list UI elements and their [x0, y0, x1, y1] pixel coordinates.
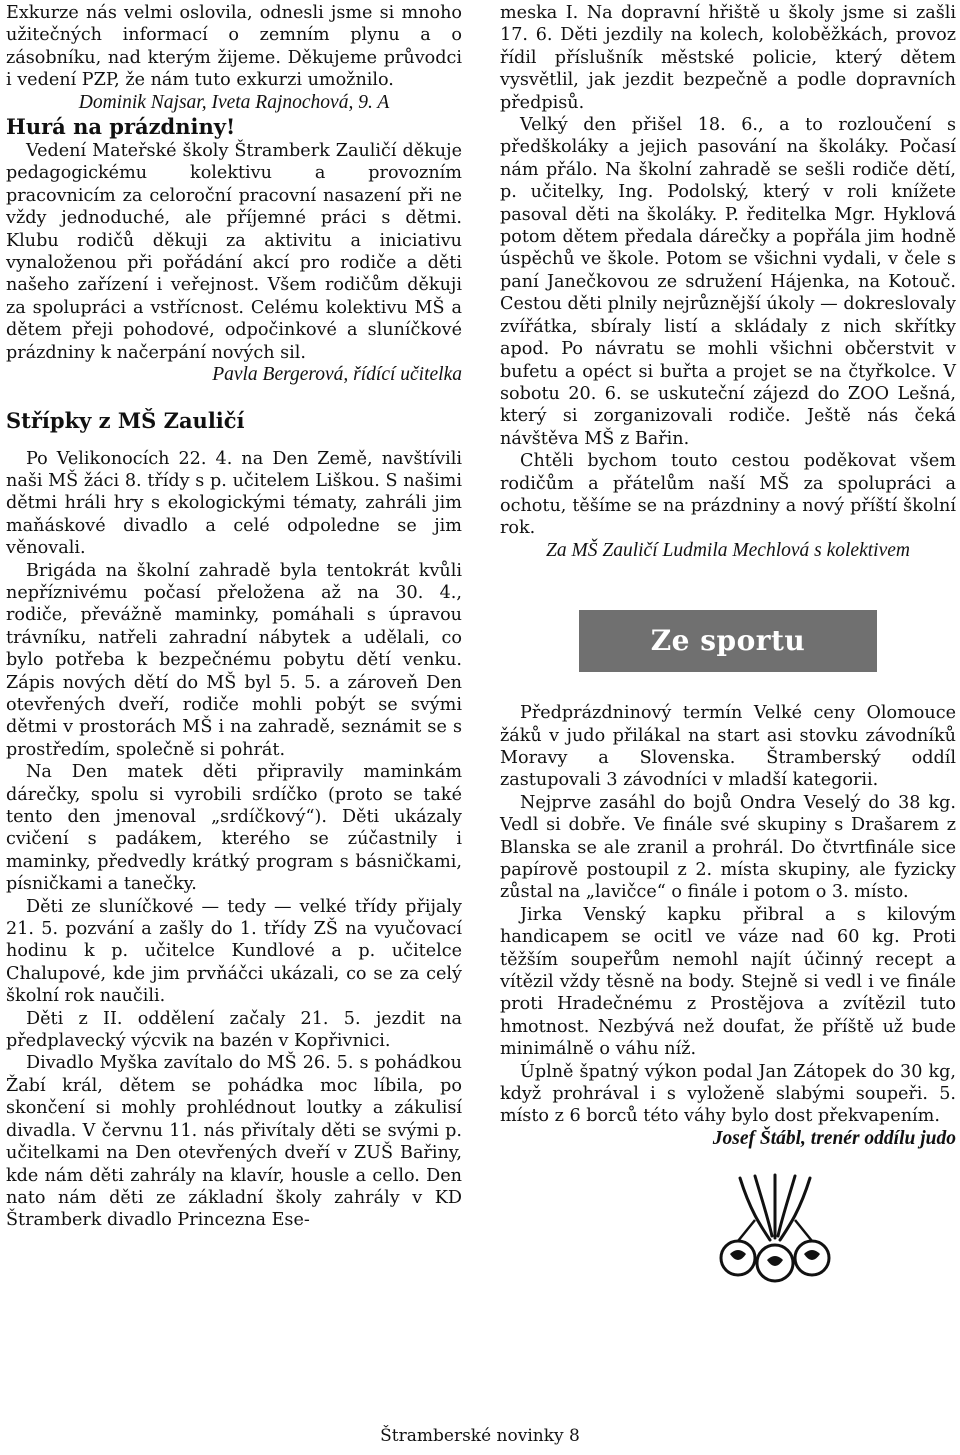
strips-heading: Střípky z MŠ Zauličí: [6, 407, 245, 433]
sport-section-banner: [579, 610, 877, 672]
graduation-paragraph: Velký den přišel 18. 6., a to rozloučení s předškoláky a jejich pasování na školáky. Počasí nám přálo. Na školní zahradě se sešli rodiče dětí, p. učitelky, Ing. Podolský, který v roli knížete pasoval děti na školáky. P. ředitelka Mgr. Hyklová potom dětem předala dárečky a popřála jim hodně úspěchů ve škole. Potom se všichni vydali, v čele s paní Janečkovou ze sdružení Hájenka, na Kotouč. Cestou děti plnily nejrůznější úkoly — dokreslovaly zvířátka, sbíraly listí a skládaly z nich skřítky apod. Po návratu se mohli všichni občerstvit v bufetu a opéct si buřta a projet se na čtyřkolce. V sobotu 20. 6. se uskuteční zájezd do ZOO Lešná, který si zorganizovali rodiče. Ještě nás čeká návštěva MŠ z Bařin.: [500, 115, 956, 449]
sport-paragraph-2: Nejprve zasáhl do bojů Ondra Veselý do 38 kg. Vedl si dobře. Ve finále své skupiny s Drašarem z Blanska se ale zranil a prohrál. Do čtvrtfinále sice papírově postoupil z 2. místa skupiny, ale fyzicky zůstal na „lavičce“ o finále i potom o 3. místo.: [500, 792, 956, 903]
sport-paragraph-1: Předprázdninový termín Velké ceny Olomouce žáků v judo přilákal na start asi stovku závodníků Moravy a Slovenska. Štramberský oddíl zastupovali 3 závodníci v mladší kategorii.: [500, 703, 956, 791]
strips-paragraph-3: Na Den matek děti připravily maminkám dárečky, spolu si vyrobili srdíčko (proto se také tento den jmenoval „srdíčkový“). Děti ukázaly cvičení s padákem, kterého se zúčastnily i maminky, předvedly krátký program s básničkami, písničkami a tanečky.: [6, 762, 462, 895]
page-footer: Štramberské novinky 8: [380, 1426, 580, 1446]
strips-paragraph-2: Brigáda na školní zahradě byla tentokrát kvůli nepříznivému počasí přeložena až na 30. 4., rodiče, převážně maminky, pomáhali s úpravou trávníku, natřeli zahradní nábytek a udělali, co bylo potřeba k bezpečnému pobytu dětí venku. Zápis nových dětí do MŠ byl 5. 5. a zároveň Den otevřených dveří, rodiče mohli pobýt se svými dětmi v prostorách MŠ i na zahradě, seznámit se s prostředím, společně si pohrát.: [6, 560, 462, 760]
sport-signature: Josef Štábl, trenér oddílu judo: [712, 1127, 956, 1149]
strips-paragraph-6: Divadlo Myška zavítalo do MŠ 26. 5. s pohádkou Žabí král, dětem se pohádka moc líbila, po skončení si mohly prohlédnout loutky a zákulisí divadla. V červnu 11. nás přivítaly děti se svými p. učitelkami na Den otevřených dveří v ZUŠ Bařiny, kde nám děti zahrály na klavír, housle a cello. Den nato nám děti ze základní školy zahrály v KD Štramberk divadlo Princezna Ese-: [6, 1053, 462, 1231]
intro-signature: Dominik Najsar, Iveta Rajnochová, 9. A: [78, 91, 390, 113]
strips-paragraph-5: Děti z II. oddělení začaly 21. 5. jezdit na předplavecký výcvik na bazén v Kopřivnici.: [6, 1008, 462, 1052]
left-column: [6, 2, 462, 1232]
thanks-paragraph: Chtěli bychom touto cestou poděkovat všem rodičům a přátelům naší MŠ za spolupráci a ochotu, těšíme se na prázdniny a nový příští školní rok.: [500, 451, 956, 539]
strips-paragraph-4: Děti ze sluníčkové — tedy — velké třídy přijaly 21. 5. pozvání a zašly do 1. třídy ZŠ na vyučovací hodinu k p. učitelce Kundlové a p. učitelce Chalupové, kde jim prvňáčci ukázali, co se za celý školní rok naučili.: [6, 896, 462, 1007]
holiday-paragraph: Vedení Mateřské školy Štramberk Zauličí děkuje pedagogickému kolektivu a provozním pracovnicím za celoroční pracovní nasazení při ne vždy jednoduché, ale příjemné práci s dětmi. Klubu rodičů děkuji za aktivitu a iniciativu vynaloženou při pořádání akcí pro rodiče a děti našeho zařízení i veřejnost. Všem rodičům děkuji za spolupráci a vstřícnost. Celému kolektivu MŠ a dětem přeji pohodové, odpočinkové a sluníčkové prázdniny k načerpání nových sil.: [6, 141, 462, 363]
sport-paragraph-4: Úplně špatný výkon podal Jan Zátopek do 30 kg, když prohrával i s vyloženě slabými soupeři. 5. místo z 6 borců této váhy bylo dost překvapením.: [500, 1061, 956, 1127]
continued-paragraph: meska I. Na dopravní hřiště u školy jsme si zašli 17. 6. Děti jezdily na kolech, koloběžkách, provoz řídil příslušník městské policie, který dětem vysvětlil, jak jezdit bezpečně a podle dopravních předpisů.: [500, 3, 956, 113]
ms-signature: Za MŠ Zauličí Ludmila Mechlová s kolektivem: [546, 539, 910, 561]
holiday-heading: Hurá na prázdniny!: [6, 114, 236, 140]
intro-paragraph: Exkurze nás velmi oslovila, odnesli jsme si mnoho užitečných informací o zemním plynu a o zásobníku, nad kterým žijeme. Děkujeme průvodci i vedení PZP, že nám tuto exkurzi umožnilo.: [6, 3, 462, 91]
sport-paragraph-3: Jirka Venský kapku přibral a s kilovým handicapem se ocitl ve váze nad 60 kg. Proti těžším soupeřům nemohl najít účinný recept a vítězil vždy těsně na body. Stejně si vedl i ve finále proti Hradečnému z Prostějova a zvítězil tuto hmotnost. Nezbývá než doufat, že příště už bude minimálně o váhu níž.: [500, 904, 956, 1060]
judo-medals-illustration: [700, 1170, 850, 1285]
sport-banner-title: Ze sportu: [650, 623, 806, 657]
holiday-signature: Pavla Bergerová, řídící učitelka: [212, 364, 462, 386]
strips-paragraph-1: Po Velikonocích 22. 4. na Den Země, navštívili naši MŠ žáci 8. třídy s p. učitelem Liškou. S našimi dětmi hráli hry s ekologickými tématy, zahráli jim maňáskové divadlo a celé odpoledne se jim věnovali.: [6, 448, 462, 559]
right-column: [500, 2, 956, 1292]
